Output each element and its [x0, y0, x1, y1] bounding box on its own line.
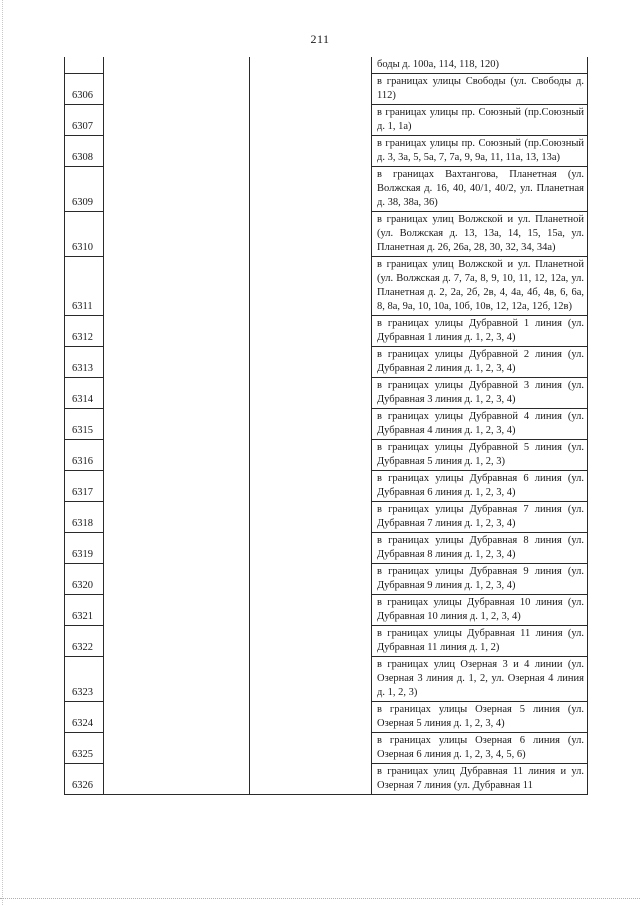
empty-cell [250, 564, 372, 595]
empty-cell [104, 316, 250, 347]
address-description: боды д. 100а, 114, 118, 120) [372, 57, 588, 74]
table-row [65, 212, 588, 257]
empty-cell [250, 409, 372, 440]
address-description: в границах улицы пр. Союзный (пр.Союзный д. 1, 1а) [372, 105, 588, 136]
row-number: 6324 [65, 702, 104, 733]
row-number: 6307 [65, 105, 104, 136]
empty-cell [104, 378, 250, 409]
row-number: 6323 [65, 657, 104, 702]
empty-cell [104, 74, 250, 105]
row-number: 6314 [65, 378, 104, 409]
empty-cell [104, 657, 250, 702]
empty-cell [250, 595, 372, 626]
empty-cell [104, 564, 250, 595]
empty-cell [104, 167, 250, 212]
address-description: в границах улиц Озерная 3 и 4 линии (ул. Озерная 3 линия д. 1, 2, ул. Озерная 4 линия д. 1, 2, 3) [372, 657, 588, 702]
row-number: 6306 [65, 74, 104, 105]
empty-cell [104, 595, 250, 626]
row-number: 6321 [65, 595, 104, 626]
table-row [65, 257, 588, 316]
empty-cell [104, 257, 250, 316]
address-description: в границах улицы Озерная 5 линия (ул. Озерная 5 линия д. 1, 2, 3, 4) [372, 702, 588, 733]
empty-cell [104, 105, 250, 136]
address-description: в границах улицы Дубравной 1 линия (ул. Дубравная 1 линия д. 1, 2, 3, 4) [372, 316, 588, 347]
empty-cell [250, 440, 372, 471]
empty-cell [250, 105, 372, 136]
row-number: 6313 [65, 347, 104, 378]
empty-cell [104, 533, 250, 564]
table-row [65, 57, 588, 74]
empty-cell [250, 657, 372, 702]
table-row [65, 657, 588, 702]
address-description: в границах улицы Озерная 6 линия (ул. Озерная 6 линия д. 1, 2, 3, 4, 5, 6) [372, 733, 588, 764]
empty-cell [250, 57, 372, 74]
empty-cell [104, 136, 250, 167]
empty-cell [250, 347, 372, 378]
address-description: в границах улицы Дубравной 5 линия (ул. Дубравная 5 линия д. 1, 2, 3) [372, 440, 588, 471]
row-number: 6316 [65, 440, 104, 471]
address-description: в границах улиц Дубравная 11 линия и ул. Озерная 7 линия (ул. Дубравная 11 [372, 764, 588, 795]
empty-cell [250, 733, 372, 764]
empty-cell [104, 733, 250, 764]
empty-cell [250, 764, 372, 795]
table-row [65, 105, 588, 136]
row-number: 6310 [65, 212, 104, 257]
address-description: в границах улиц Волжской и ул. Планетной (ул. Волжская д. 13, 13а, 14, 15, 15а, ул. Планетная д. 26, 26а, 28, 30, 32, 34, 34а) [372, 212, 588, 257]
row-number: 6312 [65, 316, 104, 347]
address-description: в границах улицы Дубравная 8 линия (ул. Дубравная 8 линия д. 1, 2, 3, 4) [372, 533, 588, 564]
table-row [65, 74, 588, 105]
empty-cell [250, 502, 372, 533]
empty-cell [104, 626, 250, 657]
table-row [65, 764, 588, 795]
empty-cell [104, 212, 250, 257]
table-row [65, 167, 588, 212]
address-table-body [65, 57, 588, 795]
scan-edge [2, 0, 3, 905]
table-row [65, 533, 588, 564]
empty-cell [250, 136, 372, 167]
row-number: 6319 [65, 533, 104, 564]
empty-cell [250, 702, 372, 733]
table-row [65, 595, 588, 626]
address-description: в границах улицы Дубравная 11 линия (ул. Дубравная 11 линия д. 1, 2) [372, 626, 588, 657]
empty-cell [104, 440, 250, 471]
empty-cell [250, 167, 372, 212]
table-row [65, 502, 588, 533]
empty-cell [250, 74, 372, 105]
table-row [65, 136, 588, 167]
empty-cell [104, 471, 250, 502]
address-description: в границах улицы Дубравной 2 линия (ул. Дубравная 2 линия д. 1, 2, 3, 4) [372, 347, 588, 378]
address-table [64, 57, 588, 795]
empty-cell [250, 257, 372, 316]
address-description: в границах улицы Дубравная 9 линия (ул. Дубравная 9 линия д. 1, 2, 3, 4) [372, 564, 588, 595]
empty-cell [104, 57, 250, 74]
page-number: 211 [310, 32, 330, 46]
address-description: в границах улицы Дубравная 6 линия (ул. Дубравная 6 линия д. 1, 2, 3, 4) [372, 471, 588, 502]
row-number [65, 57, 104, 74]
table-row [65, 564, 588, 595]
row-number: 6320 [65, 564, 104, 595]
empty-cell [250, 471, 372, 502]
address-description: в границах улицы Дубравной 3 линия (ул. Дубравная 3 линия д. 1, 2, 3, 4) [372, 378, 588, 409]
row-number: 6325 [65, 733, 104, 764]
empty-cell [250, 533, 372, 564]
row-number: 6322 [65, 626, 104, 657]
table-row [65, 733, 588, 764]
scan-bottom-edge [0, 898, 640, 899]
empty-cell [250, 626, 372, 657]
row-number: 6309 [65, 167, 104, 212]
row-number: 6326 [65, 764, 104, 795]
row-number: 6311 [65, 257, 104, 316]
address-description: в границах улиц Волжской и ул. Планетной (ул. Волжская д. 7, 7а, 8, 9, 10, 11, 12, 12а, ул. Планетная д. 2, 2а, 2б, 2в, 4, 4а, 4б, 4в, 6, 6а, 8, 8а, 9а, 10, 10а, 10б, 10в, 12, 12а, 12б, 12в) [372, 257, 588, 316]
address-description: в границах улицы Свободы (ул. Свободы д. 112) [372, 74, 588, 105]
empty-cell [250, 212, 372, 257]
address-description: в границах Вахтангова, Планетная (ул. Волжская д. 16, 40, 40/1, 40/2, ул. Планетная д. 38, 38а, 36) [372, 167, 588, 212]
table-row [65, 347, 588, 378]
row-number: 6315 [65, 409, 104, 440]
table-row [65, 626, 588, 657]
empty-cell [104, 764, 250, 795]
address-description: в границах улицы Дубравная 10 линия (ул. Дубравная 10 линия д. 1, 2, 3, 4) [372, 595, 588, 626]
table-row [65, 440, 588, 471]
row-number: 6317 [65, 471, 104, 502]
address-description: в границах улицы пр. Союзный (пр.Союзный д. 3, 3а, 5, 5а, 7, 7а, 9, 9а, 11, 11а, 13, 13а) [372, 136, 588, 167]
table-row [65, 702, 588, 733]
empty-cell [104, 409, 250, 440]
row-number: 6308 [65, 136, 104, 167]
table-row [65, 316, 588, 347]
table-row [65, 378, 588, 409]
address-description: в границах улицы Дубравная 7 линия (ул. Дубравная 7 линия д. 1, 2, 3, 4) [372, 502, 588, 533]
table-row [65, 409, 588, 440]
row-number: 6318 [65, 502, 104, 533]
empty-cell [104, 347, 250, 378]
empty-cell [250, 378, 372, 409]
empty-cell [104, 502, 250, 533]
address-description: в границах улицы Дубравной 4 линия (ул. Дубравная 4 линия д. 1, 2, 3, 4) [372, 409, 588, 440]
empty-cell [104, 702, 250, 733]
table-row [65, 471, 588, 502]
empty-cell [250, 316, 372, 347]
